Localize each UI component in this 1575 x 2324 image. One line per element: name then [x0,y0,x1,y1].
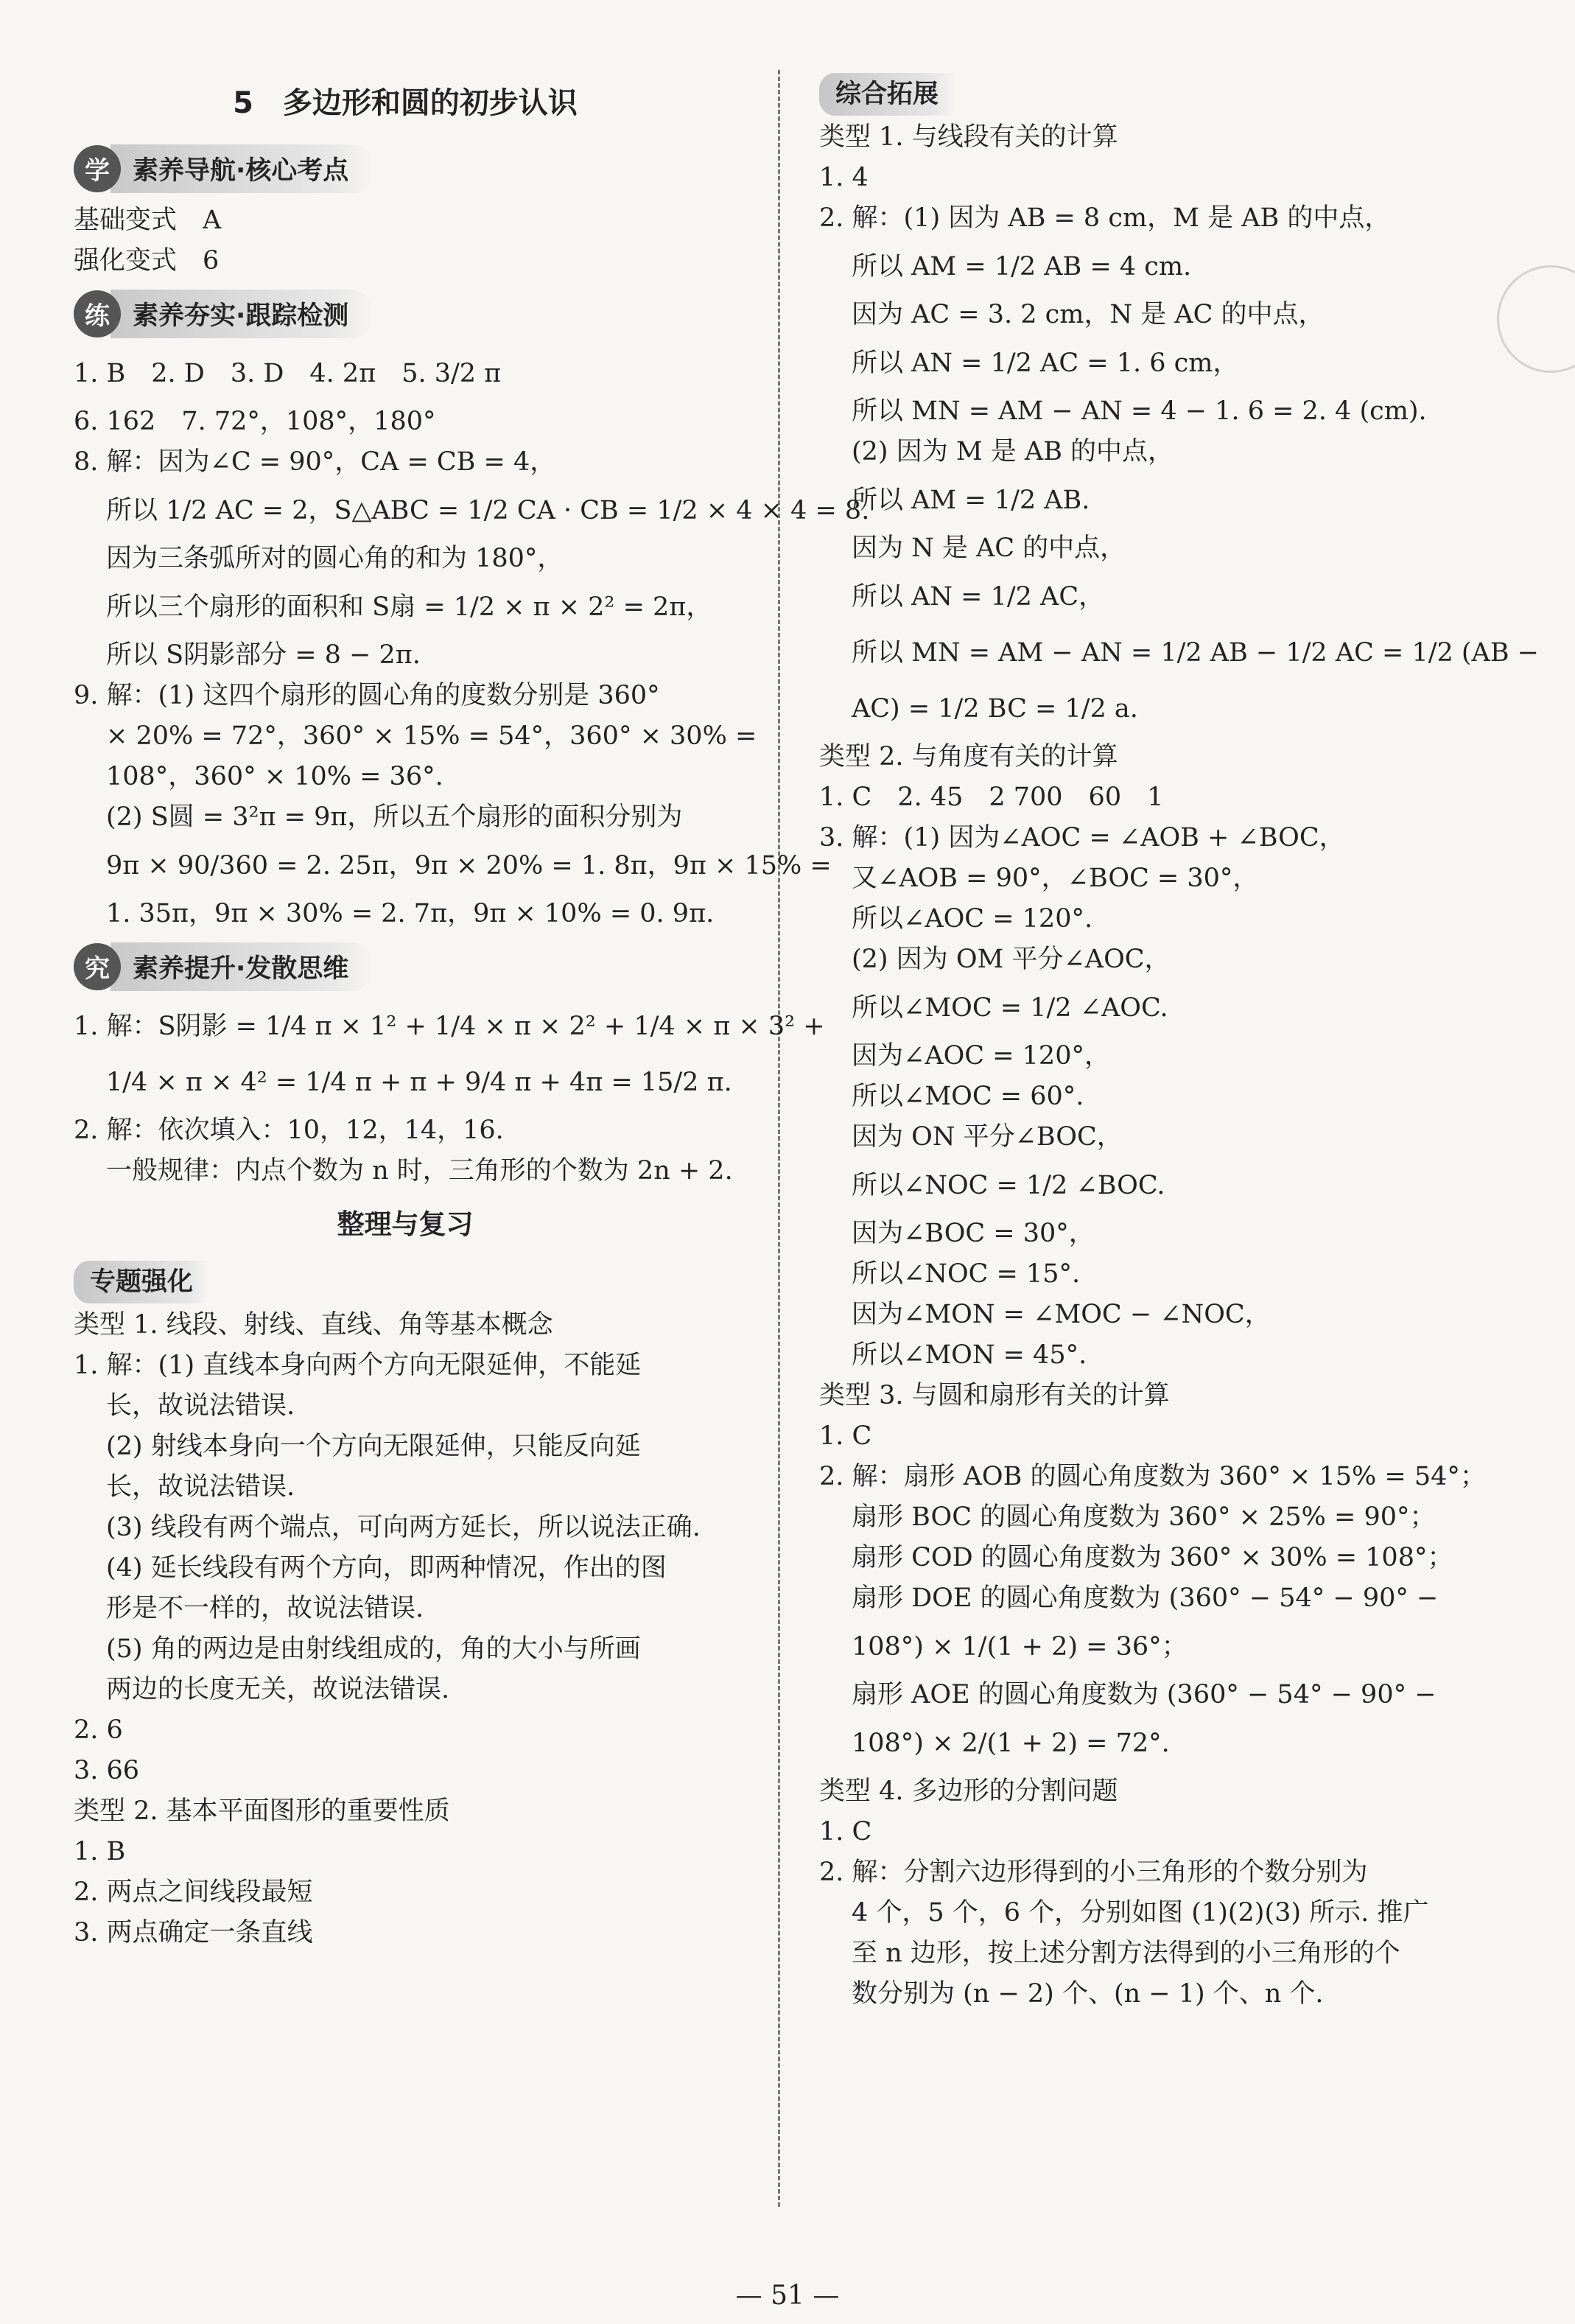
answer-line: 所以 AN = 1/2 AC = 1. 6 cm， [852,349,1239,378]
answer-line: 1. 解：S阴影 = 1/4 π × 1² + 1/4 × π × 2² + 1/4 × π × 3² + [74,1012,825,1041]
answer-line: (3) 线段有两个端点，可向两方延长，所以说法正确. [106,1513,701,1542]
answer-line: 3. 解：(1) 因为∠AOC = ∠AOB + ∠BOC， [819,823,1345,853]
answer-line: 3. 两点确定一条直线 [74,1918,313,1947]
answer-line: 所以三个扇形的面积和 S扇 = 1/2 × π × 2² = 2π， [106,592,712,622]
section-label-learn: 素养导航·核心考点 [111,144,373,193]
answer-line: 类型 3. 与圆和扇形有关的计算 [819,1381,1170,1410]
answer-line: 2. 6 [74,1715,123,1745]
answer-line: 2. 解：扇形 AOB 的圆心角度数为 360° × 15% = 54°； [819,1462,1486,1491]
section-badge-practice: 练 [74,290,121,337]
answer-line: 所以∠MOC = 1/2 ∠AOC. [852,993,1168,1023]
answer-line: 所以 MN = AM − AN = 4 − 1. 6 = 2. 4 (cm). [852,396,1427,426]
answer-line: 2. 解：依次填入：10，12，14，16. [74,1116,504,1145]
answer-line: 所以 1/2 AC = 2，S△ABC = 1/2 CA · CB = 1/2 × 4 × 4 = 8. [106,496,870,525]
answer-line: 数分别为 (n − 2) 个、(n − 1) 个、n 个. [852,1979,1324,2009]
answer-line: 2. 两点之间线段最短 [74,1877,313,1907]
right-column [819,70,1540,2015]
answer-line: 所以∠NOC = 15°. [852,1259,1081,1289]
answer-line: 所以 S阴影部分 = 8 − 2π. [106,640,421,670]
section-label-practice: 素养夯实·跟踪检测 [111,290,373,338]
answer-line: 因为∠MON = ∠MOC − ∠NOC， [852,1300,1271,1329]
answer-line: 因为∠BOC = 30°， [852,1219,1095,1248]
answer-line: 108°) × 1/(1 + 2) = 36°； [852,1632,1188,1662]
answer-line: 1. C [819,1421,872,1451]
answer-line: 因为 ON 平分∠BOC， [852,1122,1123,1152]
answer-line: 所以 MN = AM − AN = 1/2 AB − 1/2 AC = 1/2 (AB − [852,638,1540,668]
section-header-learn [74,141,737,196]
answer-line: 9π × 90/360 = 2. 25π，9π × 20% = 1. 8π，9π × 15% = [106,851,832,881]
answer-line: 9. 解：(1) 这四个扇形的圆心角的度数分别是 360° [74,681,660,710]
column-divider [778,70,780,2207]
answer-line: 因为 AC = 3. 2 cm，N 是 AC 的中点， [852,300,1325,329]
answer-line: 所以 AN = 1/2 AC， [852,582,1105,612]
answer-line: 1. C [819,1817,872,1847]
answer-line: 1/4 × π × 4² = 1/4 π + π + 9/4 π + 4π = 15/2 π. [106,1068,732,1097]
answer-line: 8. 解：因为∠C = 90°，CA = CB = 4， [74,447,556,477]
answer-line: 1. B 2. D 3. D 4. 2π 5. 3/2 π [74,359,502,388]
answer-line: 类型 2. 与角度有关的计算 [819,742,1118,771]
answer-line: 一般规律：内点个数为 n 时，三角形的个数为 2n + 2. [106,1156,733,1186]
text-line: 基础变式 A [74,206,222,235]
answer-line: × 20% = 72°，360° × 15% = 54°，360° × 30% = [106,721,757,751]
review-title: 整理与复习 [337,1208,474,1240]
answer-line: (2) 因为 M 是 AB 的中点， [852,437,1174,466]
extension-pill: 综合拓展 [819,73,955,116]
answer-line: (2) S圆 = 3²π = 9π，所以五个扇形的面积分别为 [106,802,683,832]
answer-line: 3. 66 [74,1756,140,1785]
answer-line: 4 个，5 个，6 个，分别如图 (1)(2)(3) 所示. 推广 [852,1898,1429,1928]
chapter-title: 5 多边形和圆的初步认识 [233,86,578,120]
answer-line: 类型 2. 基本平面图形的重要性质 [74,1796,450,1826]
answer-line: 1. 35π，9π × 30% = 2. 7π，9π × 10% = 0. 9π. [106,899,715,928]
section-header-explore [74,939,737,994]
answer-line: 长，故说法错误. [106,1391,295,1421]
answer-line: 1. 解：(1) 直线本身向两个方向无限延伸，不能延 [74,1351,642,1380]
answer-line: 108°) × 2/(1 + 2) = 72°. [852,1729,1170,1758]
answer-line: 2. 解：(1) 因为 AB = 8 cm，M 是 AB 的中点， [819,203,1391,233]
section-header-practice [74,286,737,341]
answer-line: 因为三条弧所对的圆心角的和为 180°， [106,544,564,573]
answer-line: 所以∠MON = 45°. [852,1340,1087,1370]
answer-line: 扇形 AOE 的圆心角度数为 (360° − 54° − 90° − [852,1680,1437,1709]
answer-line: 扇形 BOC 的圆心角度数为 360° × 25% = 90°； [852,1502,1436,1532]
answer-line: 所以 AM = 1/2 AB. [852,486,1090,515]
answer-line: 1. C 2. 45 2 700 60 1 [819,783,1164,812]
text-line: 强化变式 6 [74,246,220,276]
section-badge-explore: 究 [74,943,121,990]
answer-line: 因为 N 是 AC 的中点， [852,533,1126,563]
answer-line: 至 n 边形，按上述分割方法得到的小三角形的个 [852,1939,1400,1968]
answer-line: 两边的长度无关，故说法错误. [106,1675,450,1704]
answer-line: 类型 4. 多边形的分割问题 [819,1777,1118,1806]
answer-line: (4) 延长线段有两个方向，即两种情况，作出的图 [106,1553,667,1583]
answer-line: 长，故说法错误. [106,1472,295,1502]
answer-line: (2) 射线本身向一个方向无限延伸，只能反向延 [106,1432,641,1461]
answer-line: 类型 1. 与线段有关的计算 [819,122,1118,152]
answer-line: 类型 1. 线段、射线、直线、角等基本概念 [74,1310,553,1340]
section-label-explore: 素养提升·发散思维 [111,942,373,991]
stamp-seal-icon [1497,265,1575,373]
answer-line: 所以 AM = 1/2 AB = 4 cm. [852,252,1192,281]
answer-line: 1. B [74,1837,126,1866]
answer-line: 又∠AOB = 90°，∠BOC = 30°， [852,864,1259,893]
answer-line: 所以∠NOC = 1/2 ∠BOC. [852,1171,1165,1200]
answer-line: 108°，360° × 10% = 36°. [106,762,443,791]
page-number: — 51 — [735,2281,840,2311]
answer-line: 扇形 COD 的圆心角度数为 360° × 30% = 108°； [852,1543,1453,1572]
section-badge-learn: 学 [74,145,121,192]
answer-line: 因为∠AOC = 120°， [852,1041,1110,1071]
answer-line: 所以∠AOC = 120°. [852,904,1093,934]
answer-line: AC) = 1/2 BC = 1/2 a. [852,694,1138,724]
answer-line: 形是不一样的，故说法错误. [106,1594,424,1623]
review-pill: 专题强化 [74,1261,209,1303]
answer-line: 扇形 DOE 的圆心角度数为 (360° − 54° − 90° − [852,1583,1439,1613]
answer-line: (5) 角的两边是由射线组成的，角的大小与所画 [106,1634,641,1664]
answer-line: 所以∠MOC = 60°. [852,1082,1084,1111]
answer-line: 1. 4 [819,163,869,192]
answer-line: 2. 解：分割六边形得到的小三角形的个数分别为 [819,1858,1368,1887]
answer-line: (2) 因为 OM 平分∠AOC， [852,945,1171,974]
answer-line: 6. 162 7. 72°，108°，180° [74,407,436,436]
